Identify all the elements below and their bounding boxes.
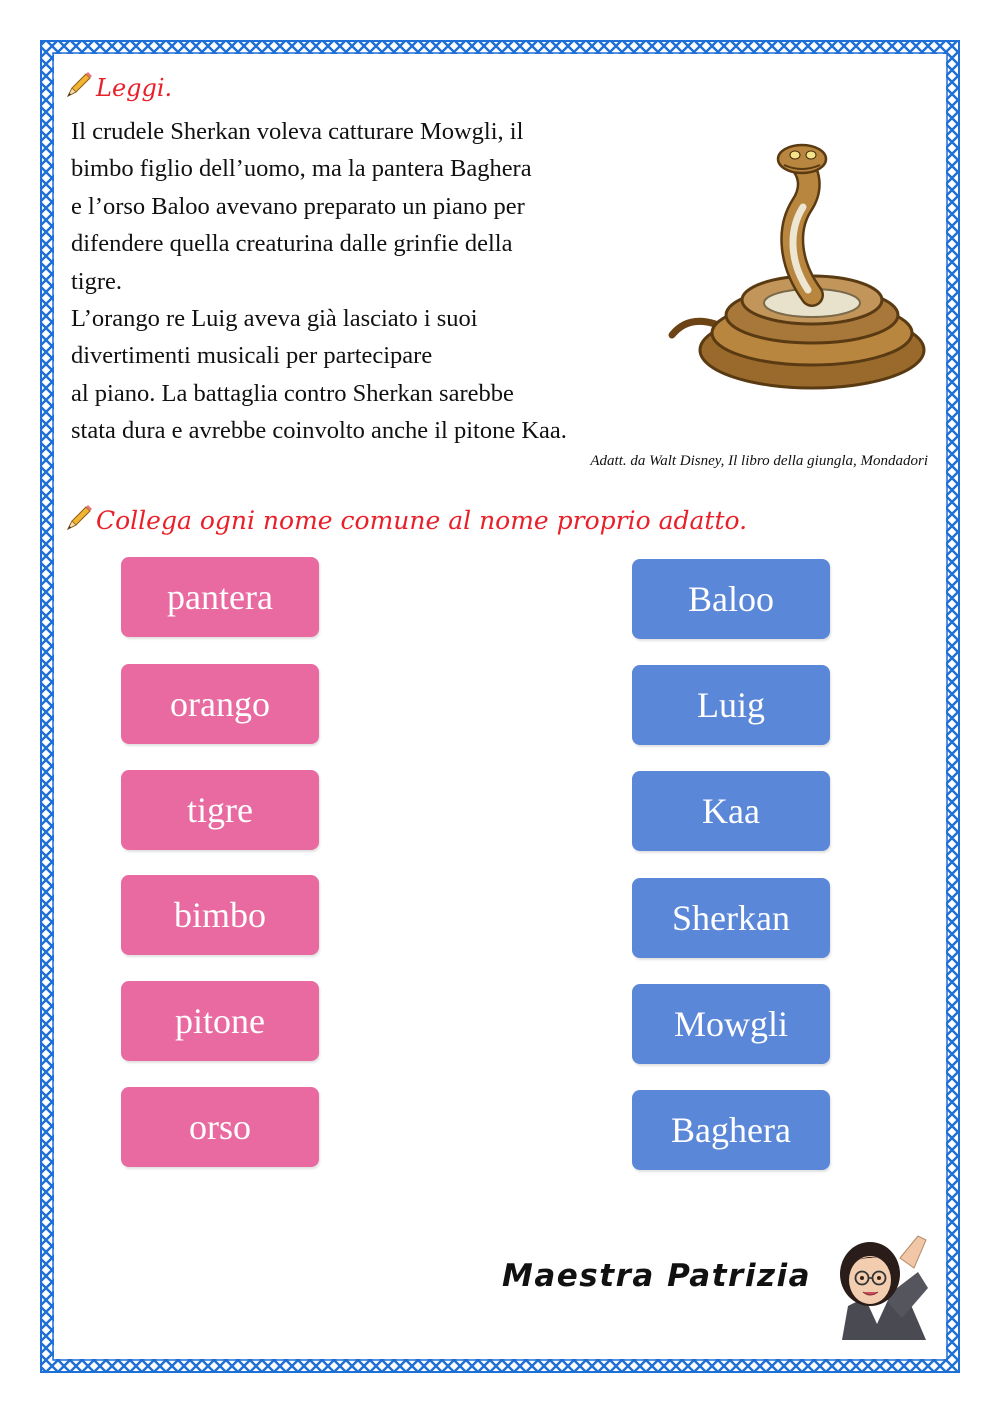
passage-line: bimbo figlio dell’uomo, ma la pantera Baghera: [71, 155, 532, 183]
common-noun-tile[interactable]: bimbo: [121, 875, 319, 955]
common-noun-tile[interactable]: pitone: [121, 981, 319, 1061]
proper-noun-tile[interactable]: Sherkan: [632, 878, 830, 958]
passage-line: L’orango re Luig aveva già lasciato i suoi: [71, 305, 478, 333]
proper-noun-tile[interactable]: Kaa: [632, 771, 830, 851]
pencil-icon: [64, 70, 94, 100]
proper-noun-tile[interactable]: Baghera: [632, 1090, 830, 1170]
read-heading: [64, 70, 172, 102]
passage-line: stata dura e avrebbe coinvolto anche il pitone Kaa.: [71, 417, 567, 445]
passage-line: e l’orso Baloo avevano preparato un piano per: [71, 192, 525, 220]
author-signature: Maestra Patrizia: [502, 1258, 812, 1294]
source-credit: Adatt. da Walt Disney, Il libro della giungla, Mondadori: [590, 453, 928, 469]
common-noun-tile[interactable]: pantera: [121, 557, 319, 637]
reading-passage: [71, 113, 711, 450]
passage-line: Il crudele Sherkan voleva catturare Mowgli, il: [71, 118, 524, 145]
passage-line: divertimenti musicali per partecipare: [71, 342, 433, 370]
match-heading: [64, 503, 747, 535]
common-noun-tile[interactable]: orango: [121, 664, 319, 744]
snake-illustration: [662, 135, 932, 395]
proper-noun-tile[interactable]: Baloo: [632, 559, 830, 639]
pencil-icon: [64, 503, 94, 533]
proper-noun-tile[interactable]: Luig: [632, 665, 830, 745]
match-heading-text: Collega ogni nome comune al nome proprio adatto.: [96, 506, 748, 535]
passage-line: al piano. La battaglia contro Sherkan sarebbe: [71, 379, 514, 407]
teacher-avatar: [822, 1228, 932, 1340]
read-heading-text: Leggi.: [96, 74, 173, 102]
common-noun-tile[interactable]: tigre: [121, 770, 319, 850]
proper-noun-tile[interactable]: Mowgli: [632, 984, 830, 1064]
passage-line: tigre.: [71, 267, 123, 295]
common-noun-tile[interactable]: orso: [121, 1087, 319, 1167]
passage-line: difendere quella creaturina dalle grinfie della: [71, 230, 513, 258]
